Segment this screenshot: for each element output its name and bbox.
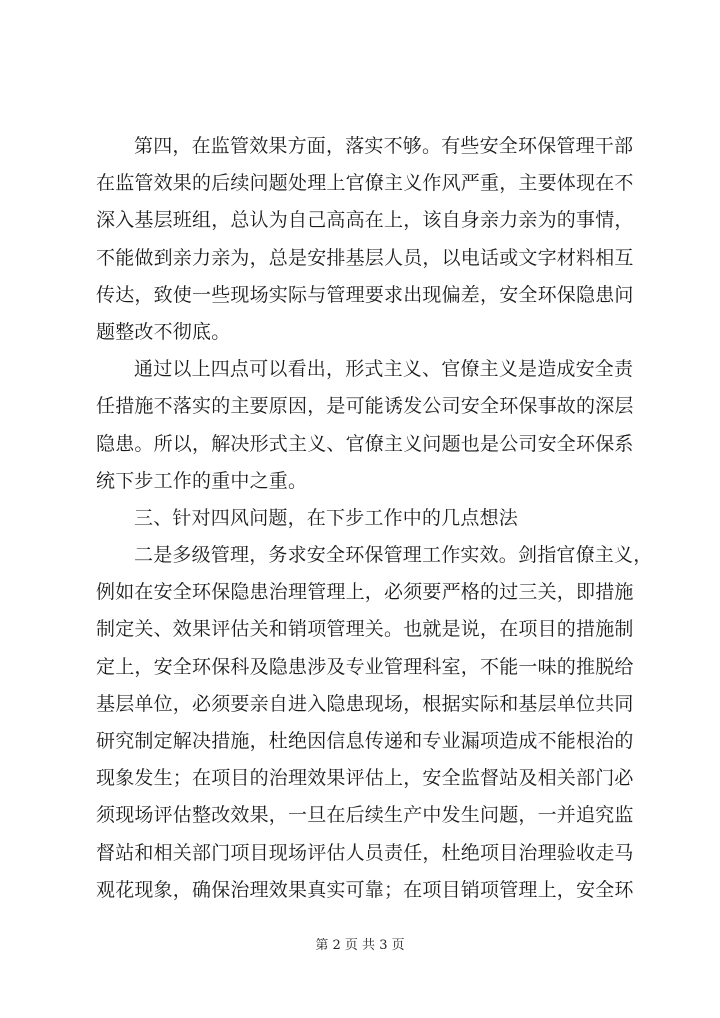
paragraph-line: 观花现象，确保治理效果真实可靠；在项目销项管理上，安全环 — [96, 878, 634, 901]
document-body — [96, 128, 653, 909]
paragraph-line: 深入基层班组，总认为自己高高在上，该自身亲力亲为的事情， — [96, 209, 634, 232]
paragraph-line: 通过以上四点可以看出，形式主义、官僚主义是造成安全责 — [134, 358, 634, 381]
paragraph-line: 不能做到亲力亲为，总是安排基层人员，以电话或文字材料相互 — [96, 246, 634, 269]
paragraph-line: 督站和相关部门项目现场评估人员责任，杜绝项目治理验收走马 — [96, 841, 634, 864]
paragraph-line: 第四，在监管效果方面，落实不够。有些安全环保管理干部 — [134, 135, 634, 157]
section-heading-text: 三、针对四风问题，在下步工作中的几点想法 — [134, 506, 519, 529]
page-number-footer: 第 2 页 共 3 页 — [315, 938, 405, 953]
paragraph-line: 制定关、效果评估关和销项管理关。也就是说，在项目的措施制 — [96, 618, 634, 641]
paragraph-line: 隐患。所以，解决形式主义、官僚主义问题也是公司安全环保系 — [96, 432, 634, 455]
paragraph-line: 现象发生；在项目的治理效果评估上，安全监督站及相关部门必 — [96, 767, 634, 790]
paragraph-line: 基层单位，必须要亲自进入隐患现场，根据实际和基层单位共同 — [96, 692, 634, 715]
paragraph-supervision-effect — [96, 128, 634, 351]
paragraph-multilevel-management — [96, 537, 653, 909]
paragraph-line: 传达，致使一些现场实际与管理要求出现偏差，安全环保隐患问 — [96, 283, 634, 306]
paragraph-line: 二是多级管理，务求安全环保管理工作实效。剑指官僚主义， — [134, 544, 653, 567]
paragraph-summary — [96, 351, 634, 500]
paragraph-line: 例如在安全环保隐患治理管理上，必须要严格的过三关，即措施 — [96, 581, 634, 604]
paragraph-line: 任措施不落实的主要原因，是可能诱发公司安全环保事故的深层 — [96, 395, 634, 418]
paragraph-line: 须现场评估整改效果，一旦在后续生产中发生问题，一并追究监 — [96, 804, 634, 827]
paragraph-line: 题整改不彻底。 — [96, 320, 231, 343]
paragraph-line: 定上，安全环保科及隐患涉及专业管理科室，不能一味的推脱给 — [96, 655, 634, 678]
section-heading — [96, 500, 616, 537]
paragraph-line: 统下步工作的重中之重。 — [96, 469, 308, 492]
paragraph-line: 研究制定解决措施，杜绝因信息传递和专业漏项造成不能根治的 — [96, 730, 634, 752]
paragraph-line: 在监管效果的后续问题处理上官僚主义作风严重，主要体现在不 — [96, 172, 634, 195]
